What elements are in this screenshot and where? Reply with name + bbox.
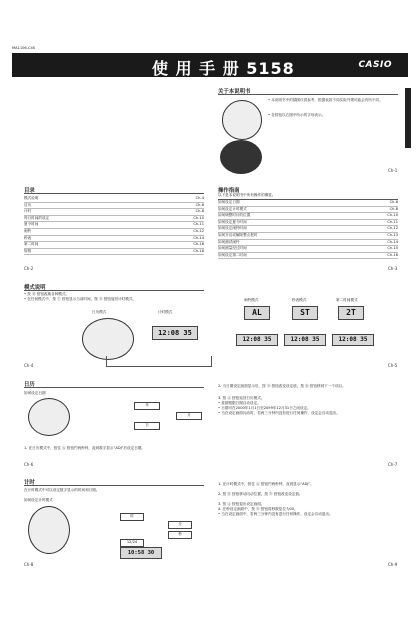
page-number: Ch-9 (388, 562, 398, 567)
calendar-note-4: • 当在设定画面闪动时，若两三分钟内没有进行任何操作，设定会自动退出。 (218, 411, 340, 415)
toc-list (24, 196, 204, 255)
ops-item[interactable]: 如何设定夏令时间 Ch-11 (218, 220, 398, 227)
calendar-step-1: 1. 在日历模式中，按住 Ⓐ 按钮约两秒钟，直到数字显示“ADJ”后设定日期。 (24, 446, 145, 450)
calendar-subheading: 如何设定日期 (24, 391, 46, 395)
mode-label-dual-time: 第二时间模式 (336, 298, 358, 302)
flow-step-month: 月 (176, 412, 202, 420)
flow-step-second: 秒 (168, 531, 192, 539)
timekeeping-display: 12:08 35 (152, 326, 198, 340)
about-bullet-1: • 本说明书中的插图仅供参考，根据表款不同实际外观可能会有所不同。 (268, 98, 383, 102)
toc-item[interactable]: 第二时间 Ch-16 (24, 242, 204, 249)
toc-item[interactable]: 每日时间的设定 Ch-10 (24, 216, 204, 223)
ops-subtitle: 以下是本说明书中所有操作的概览。 (218, 193, 276, 197)
modes-rule (24, 290, 204, 291)
ops-list (218, 199, 398, 259)
page-number: Ch-8 (24, 562, 34, 567)
mode-label-timekeeping: 计时模式 (158, 310, 173, 314)
ops-item[interactable]: 如何测量经过时间 Ch-15 (218, 246, 398, 253)
stopwatch-time-display: 12:08 35 (284, 334, 326, 346)
page-number: Ch-2 (24, 266, 34, 271)
ops-item[interactable]: 如何设定第二时间 Ch-16 (218, 253, 398, 260)
flow-step-year: 年 (134, 402, 160, 410)
page-number: Ch-4 (24, 363, 34, 368)
dual-time-mode-display: 2T (338, 306, 364, 320)
toc-item[interactable]: 模式说明 Ch-4 (24, 196, 204, 203)
toc-item[interactable]: 计时 Ch-8 (24, 209, 204, 216)
alarm-mode-display: AL (244, 306, 270, 320)
page-number: Ch-6 (24, 462, 34, 467)
side-tab (405, 88, 411, 148)
timekeeping-note-4: 4. 在秒设定画面中，按 Ⓓ 按钮将秒数复位为00。 (218, 507, 298, 511)
timekeeping-note-5: • 当在设定画面中，若两三分钟内没有进行任何操作，设定会自动退出。 (218, 512, 333, 516)
page-number: Ch-1 (388, 168, 398, 173)
ops-item[interactable]: 如何测试闹铃 Ch-14 (218, 240, 398, 247)
page-number: Ch-7 (388, 462, 398, 467)
ops-heading: 操作指南 (218, 188, 240, 194)
modes-bullet-2: • 在任何模式中，按 Ⓒ 按钮显示当前时间，按 Ⓓ 按钮返回计时模式。 (24, 297, 137, 301)
mode-label-stopwatch: 秒表模式 (292, 298, 307, 302)
watch-illustration (28, 506, 70, 554)
manual-title: 使 用 手 册 5158 (152, 59, 295, 78)
ops-item[interactable]: 如何设定闹铃时间 Ch-12 (218, 226, 398, 233)
flow-step-day: 日 (134, 422, 160, 430)
toc-item[interactable]: 夏令时间 Ch-11 (24, 222, 204, 229)
toc-item[interactable]: 秒表 Ch-14 (24, 236, 204, 243)
timekeeping-rule (24, 485, 204, 486)
watch-illustration (28, 398, 70, 436)
calendar-step-2: 2. 当日期设定画面显示后，按 Ⓓ 按钮改变设定值，按 Ⓑ 按钮移到下一个项目。 (218, 384, 346, 388)
flow-step-12-24: 12/24 (120, 539, 144, 547)
ops-item[interactable]: 如何设定计时模式 Ch-8 (218, 207, 398, 214)
modes-heading: 模式说明 (24, 285, 46, 291)
timekeeping-note-2: 2. 按 Ⓑ 按钮移动闪动位置，按 Ⓓ 按钮改变设定值。 (218, 492, 303, 496)
ops-item[interactable]: 如何设定日期 Ch-6 (218, 200, 398, 207)
calendar-note-3: • 日期可在2000年1月1日至2099年12月31日之间设定。 (218, 406, 311, 410)
timekeeping-display: 10:58 30 (120, 547, 162, 559)
about-rule (218, 94, 398, 95)
calendar-rule (24, 387, 204, 388)
flow-step-minute: 分 (168, 521, 192, 529)
mode-flow-line (106, 356, 212, 367)
toc-heading: 目录 (24, 188, 35, 194)
alarm-time-display: 12:08 35 (236, 334, 278, 346)
watch-illustration-dial (220, 140, 262, 174)
stopwatch-mode-display: ST (292, 306, 318, 320)
toc-item[interactable]: 规格 Ch-18 (24, 249, 204, 256)
mode-label-calendar: 日历模式 (92, 310, 107, 314)
timekeeping-intro: 在计时模式中可以设定数字显示的时间和日期。 (24, 488, 100, 492)
timekeeping-note-1: 1. 在计时模式中，按住 Ⓐ 按钮约两秒钟，直到显示“ADJ”。 (218, 482, 314, 486)
watch-face (82, 318, 134, 360)
about-bullet-2: • 各按钮以右图中所示的字母表示。 (268, 113, 326, 117)
toc-item[interactable]: 闹铃 Ch-12 (24, 229, 204, 236)
timekeeping-note-3: 3. 按 Ⓐ 按钮退出设定画面。 (218, 502, 265, 506)
toc-item[interactable]: 目历 Ch-6 (24, 203, 204, 210)
page-number: Ch-3 (388, 266, 398, 271)
timekeeping-heading: 计时 (24, 480, 35, 486)
ops-item[interactable]: 如何调整时针的位置 Ch-10 (218, 213, 398, 220)
page-number: Ch-5 (388, 363, 398, 368)
modes-bullet-1: • 按 Ⓑ 按钮改换各种模式。 (24, 292, 70, 296)
calendar-note-2: • 星期根据日期自动设定。 (218, 401, 261, 405)
calendar-heading: 日历 (24, 382, 35, 388)
ops-item[interactable]: 如何开启或解除整点报时 Ch-13 (218, 233, 398, 240)
calendar-note-1: 3. 按 Ⓐ 按钮返回日历模式。 (218, 396, 265, 400)
mode-label-alarm: 闹铃模式 (244, 298, 259, 302)
about-heading: 关于本说明书 (218, 89, 251, 95)
timekeeping-subheading: 如何设定计时模式 (24, 498, 53, 502)
toc-rule (24, 193, 204, 194)
document-code: MA1106-C4S (12, 46, 36, 50)
header-bar (12, 53, 408, 77)
watch-illustration (222, 100, 262, 140)
dual-time-display: 12:08 35 (332, 334, 374, 346)
casio-logo: CASIO (358, 60, 392, 70)
flow-step-hour: 时 (120, 513, 144, 521)
